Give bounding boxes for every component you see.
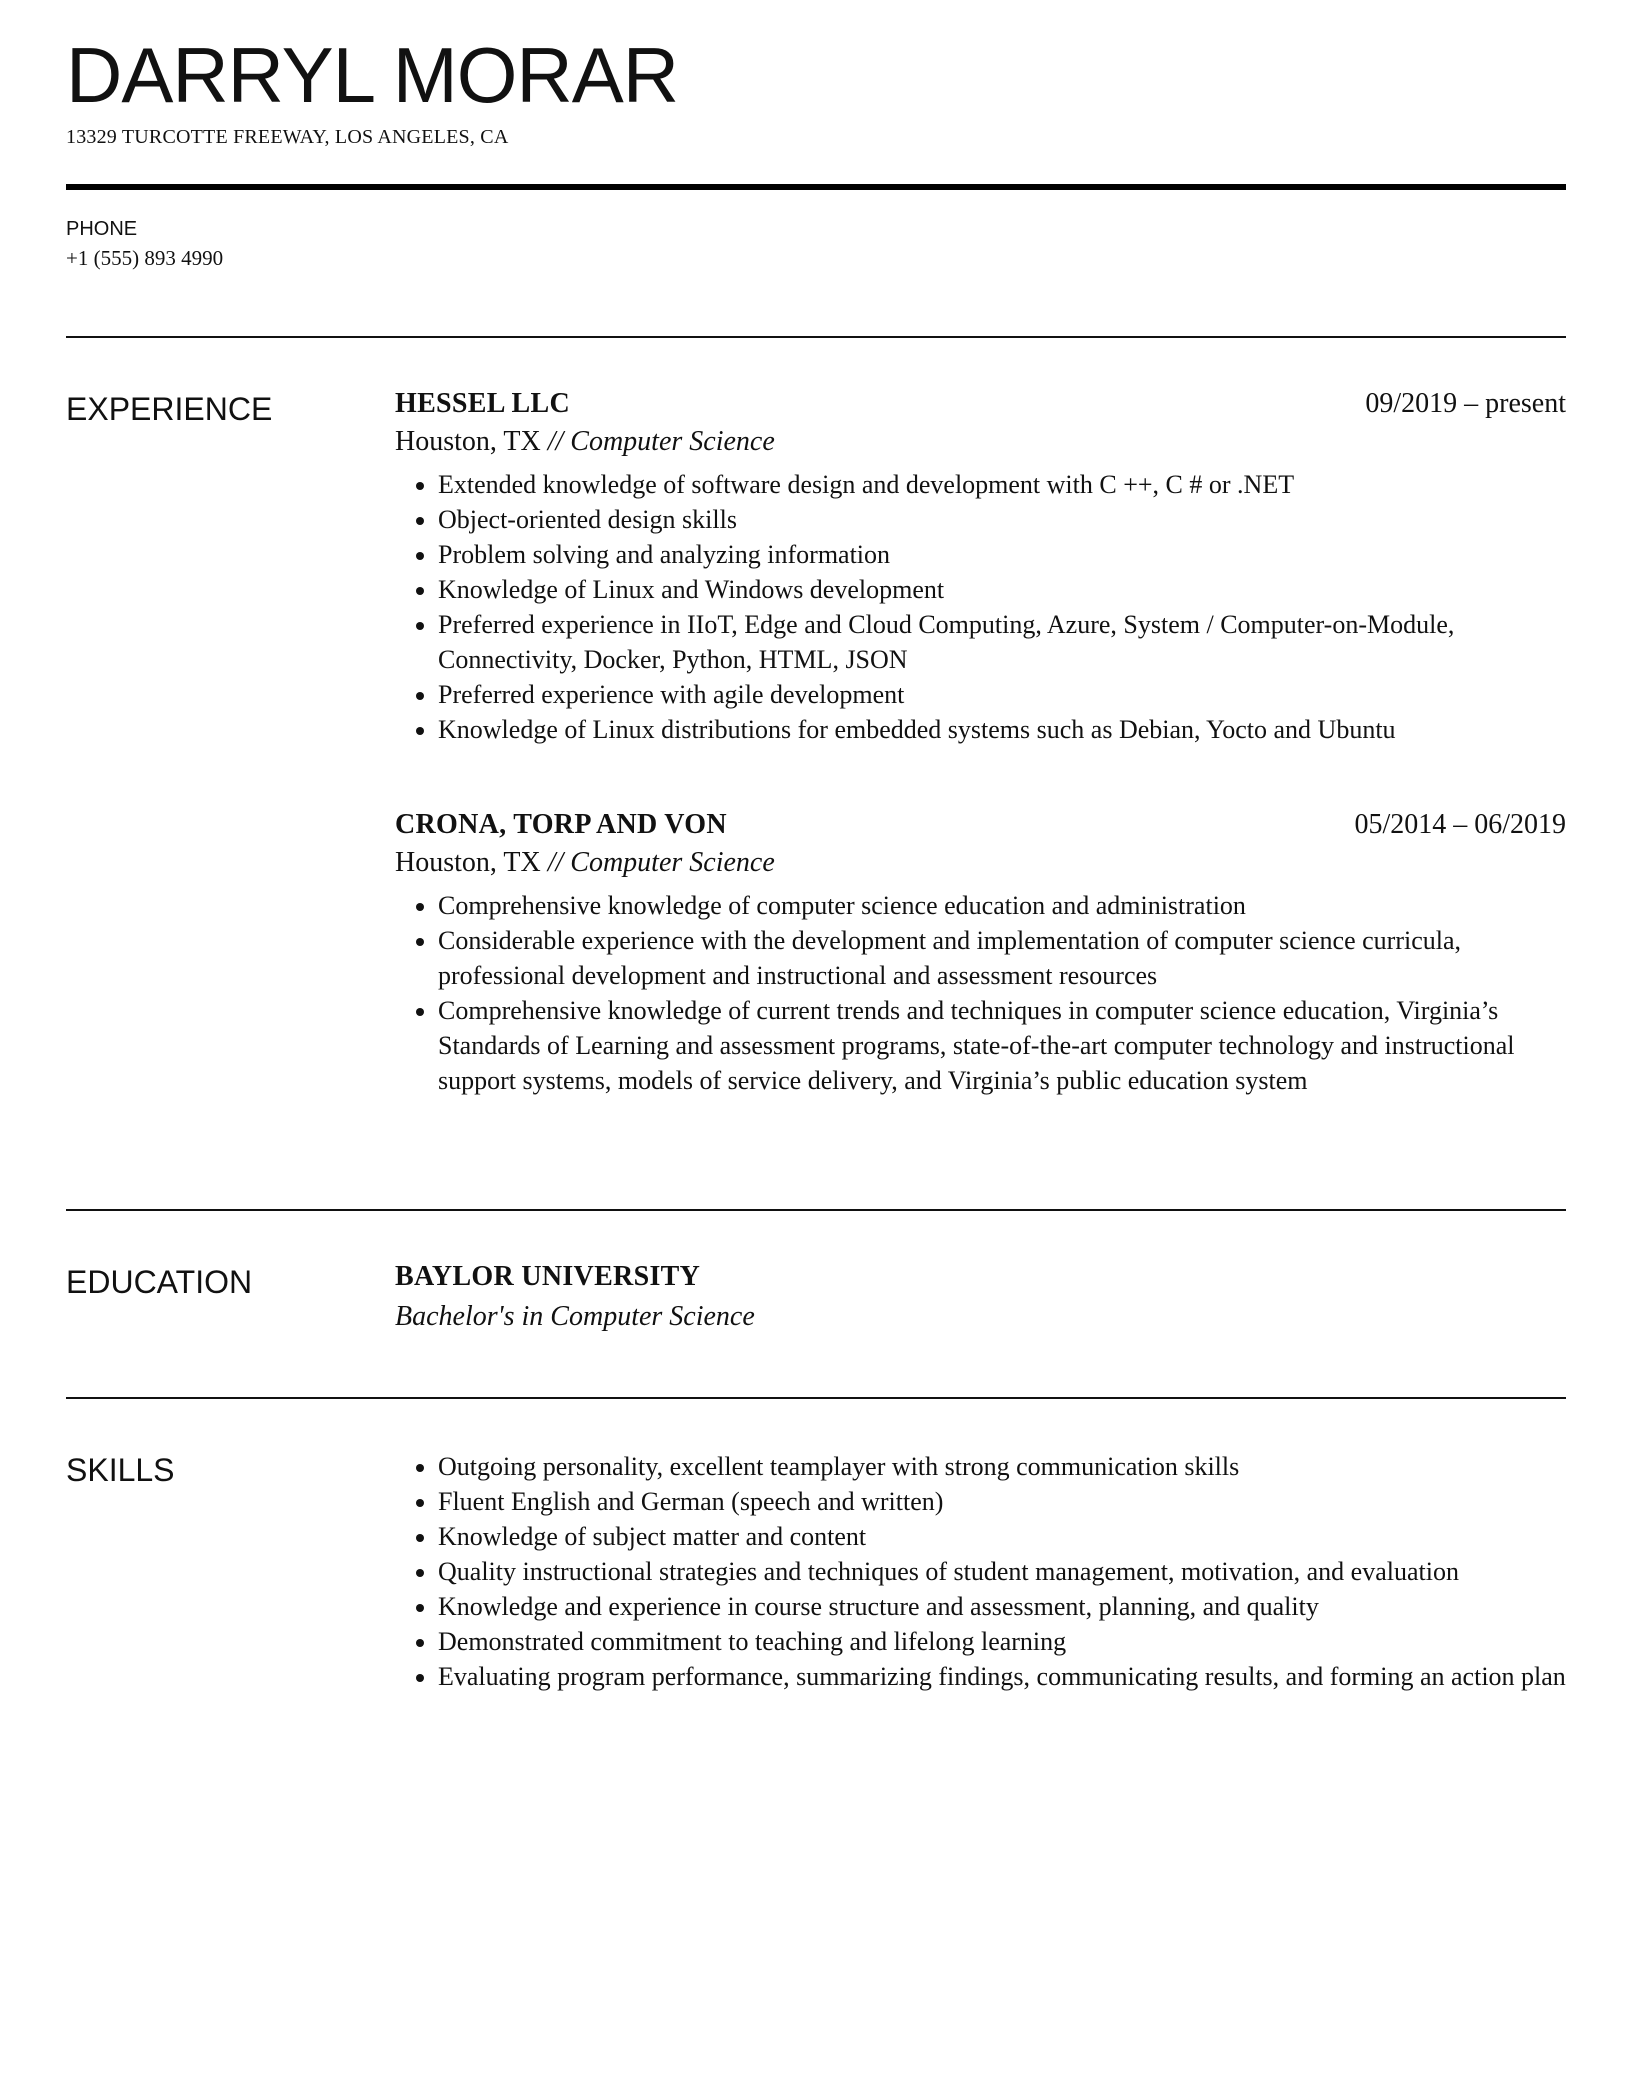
candidate-name: DARRYL MORAR xyxy=(66,31,679,119)
company-name: HESSEL LLC xyxy=(395,388,570,419)
job-field: Computer Science xyxy=(570,847,775,879)
job-bullet-list xyxy=(395,467,1566,747)
list-item: • Knowledge of Linux and Windows development xyxy=(438,572,1566,607)
job-dates: 09/2019 – present xyxy=(1365,388,1566,419)
candidate-address: 13329 TURCOTTE FREEWAY, LOS ANGELES, CA xyxy=(66,126,509,148)
job-location: Houston, TX xyxy=(395,426,541,458)
list-item: • Demonstrated commitment to teaching and lifelong learning xyxy=(438,1624,1566,1659)
phone-value: +1 (555) 893 4990 xyxy=(66,246,224,270)
list-item: • Quality instructional strategies and techniques of student management, motivation, and evaluation xyxy=(438,1554,1566,1589)
list-item: • Extended knowledge of software design and development with C ++, C # or .NET xyxy=(438,467,1566,502)
list-item: • Knowledge and experience in course structure and assessment, planning, and quality xyxy=(438,1589,1566,1624)
school-name: BAYLOR UNIVERSITY xyxy=(395,1261,701,1292)
job-separator: // xyxy=(547,426,564,458)
job-header xyxy=(395,807,1566,843)
skills-bullet-list xyxy=(395,1449,1566,1694)
list-item: • Evaluating program performance, summarizing findings, communicating results, and forming an action plan xyxy=(438,1659,1566,1694)
skills-heading: SKILLS xyxy=(66,1452,175,1488)
job-entry xyxy=(395,807,1566,1098)
job-header xyxy=(395,386,1566,422)
job-dates: 05/2014 – 06/2019 xyxy=(1354,808,1566,840)
list-item: • Knowledge of Linux distributions for embedded systems such as Debian, Yocto and Ubuntu xyxy=(438,712,1566,747)
experience-heading: EXPERIENCE xyxy=(66,391,273,427)
experience-body xyxy=(395,386,1566,1098)
contact-block xyxy=(66,190,1566,336)
job-location-line xyxy=(395,845,1566,881)
list-item: • Considerable experience with the development and implementation of computer science curricula, professional development and instructional and assessment resources xyxy=(438,923,1566,993)
job-location: Houston, TX xyxy=(395,847,541,879)
list-item: • Knowledge of subject matter and content xyxy=(438,1519,1566,1554)
job-separator: // xyxy=(547,847,564,879)
phone-label: PHONE xyxy=(66,218,138,240)
list-item: • Object-oriented design skills xyxy=(438,502,1566,537)
job-bullet-list xyxy=(395,888,1566,1098)
job-field: Computer Science xyxy=(570,426,775,458)
education-body xyxy=(395,1259,1566,1336)
list-item: • Fluent English and German (speech and written) xyxy=(438,1484,1566,1519)
experience-section xyxy=(66,338,1566,1209)
list-item: • Comprehensive knowledge of computer science education and administration xyxy=(438,888,1566,923)
list-item: • Preferred experience with agile development xyxy=(438,677,1566,712)
list-item: • Outgoing personality, excellent teamplayer with strong communication skills xyxy=(438,1449,1566,1484)
list-item: • Preferred experience in IIoT, Edge and Cloud Computing, Azure, System / Computer-on-Module, Connectivity, Docker, Python, HTML, JSON xyxy=(438,607,1566,677)
degree-name: Bachelor's in Computer Science xyxy=(395,1301,755,1333)
job-entry xyxy=(395,386,1566,747)
skills-body xyxy=(395,1447,1566,1694)
list-item: • Comprehensive knowledge of current trends and techniques in computer science education, Virginia’s Standards of Learning and assessment programs, state-of-the-art computer technology and instructional support systems, models of service delivery, and Virginia’s public education system xyxy=(438,993,1566,1098)
education-section xyxy=(66,1211,1566,1397)
education-heading: EDUCATION xyxy=(66,1264,253,1300)
list-item: • Problem solving and analyzing information xyxy=(438,537,1566,572)
skills-section xyxy=(66,1399,1566,1694)
job-location-line xyxy=(395,424,1566,460)
company-name: CRONA, TORP AND VON xyxy=(395,808,727,840)
